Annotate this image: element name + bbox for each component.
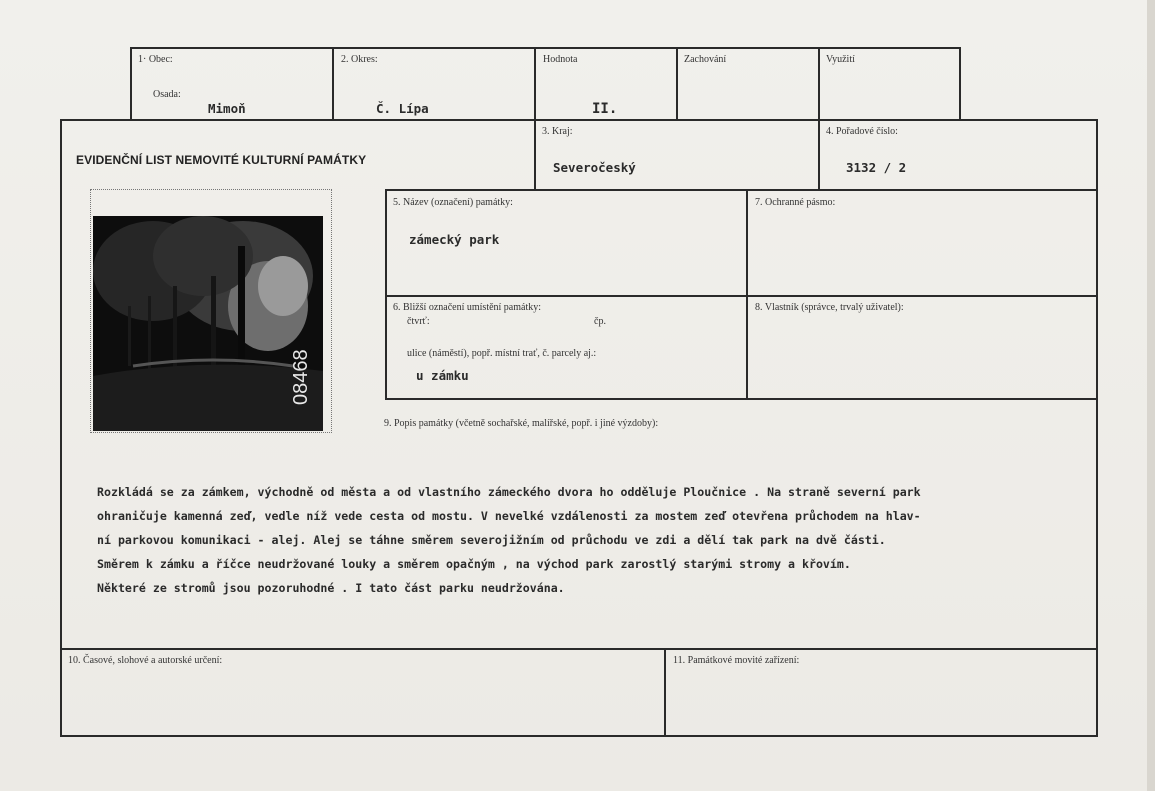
- header-divider-2: [534, 47, 536, 120]
- park-photo: [93, 216, 323, 431]
- description-line: Směrem k zámku a říčce neudržované louky a směrem opačným , na východ park zarostlý starými stromy a křovím.: [97, 557, 851, 571]
- sec7-left-border: [746, 189, 748, 399]
- kraj-value: Severočeský: [553, 160, 636, 175]
- description-line: Rozkládá se za zámkem, východně od města a od vlastního zámeckého dvora ho odděluje Ploučnice . Na straně severní park: [97, 485, 921, 499]
- row-divider-2: [385, 295, 1097, 297]
- paper-edge: [1147, 0, 1155, 791]
- cp-label: čp.: [594, 316, 606, 327]
- form-top-border: [60, 119, 1098, 121]
- row-divider-1: [385, 189, 1097, 191]
- ochranne-label: 7. Ochranné pásmo:: [755, 197, 836, 208]
- description-text: [97, 480, 1097, 600]
- form-bottom-border: [60, 735, 1098, 737]
- row-divider-4: [60, 648, 1098, 650]
- sec5-left-border: [385, 189, 387, 399]
- kraj-label: 3. Kraj:: [542, 126, 573, 137]
- osada-label: Osada:: [153, 89, 181, 100]
- form-right-border: [1096, 119, 1098, 736]
- okres-label: 2. Okres:: [341, 54, 378, 65]
- form-title: EVIDENČNÍ LIST NEMOVITÉ KULTURNÍ PAMÁTKY: [76, 153, 367, 167]
- photo-number: 08468: [290, 349, 312, 405]
- header-right-border: [959, 47, 961, 120]
- zachovani-label: Zachování: [684, 54, 727, 65]
- vyuziti-label: Využití: [826, 54, 855, 65]
- row-divider-3: [385, 398, 1097, 400]
- ulice-label: ulice (náměstí), popř. místní trať, č. parcely aj.:: [407, 348, 597, 359]
- poradove-left-divider: [818, 119, 820, 190]
- okres-value: Č. Lípa: [376, 101, 429, 116]
- nazev-label: 5. Název (označení) památky:: [393, 197, 513, 208]
- movite-label: 11. Památkové movité zařízení:: [673, 655, 800, 666]
- poradove-value: 3132 / 2: [846, 160, 907, 175]
- vlastnik-label: 8. Vlastník (správce, trvalý uživatel):: [755, 302, 904, 313]
- header-divider-1: [332, 47, 334, 120]
- ulice-value: u zámku: [416, 368, 469, 383]
- description-line: ohraničuje kamenná zeď, vedle níž vede cesta od mostu. V nevelké vzdálenosti za mostem zeď otevřena průchodem na hlav-: [97, 509, 921, 523]
- popis-label: 9. Popis památky (včetně sochařské, malířské, popř. i jiné výzdoby):: [384, 418, 659, 429]
- nazev-value: zámecký park: [409, 232, 500, 247]
- header-left-border: [130, 47, 132, 120]
- header-divider-3: [676, 47, 678, 120]
- casove-label: 10. Časové, slohové a autorské určení:: [68, 655, 223, 666]
- hodnota-label: Hodnota: [543, 54, 578, 65]
- obec-label: 1· Obec:: [138, 54, 173, 65]
- header-top-border: [130, 47, 961, 49]
- form-left-border: [60, 119, 62, 736]
- ctvrt-label: čtvrť:: [407, 316, 430, 327]
- description-line: Některé ze stromů jsou pozoruhodné . I tato část parku neudržována.: [97, 581, 565, 595]
- poradove-label: 4. Pořadové číslo:: [826, 126, 898, 137]
- kraj-left-divider: [534, 119, 536, 190]
- sec11-left-border: [664, 648, 666, 736]
- umisteni-label: 6. Bližší označení umístění památky:: [393, 302, 542, 313]
- description-line: ní parkovou komunikaci - alej. Alej se táhne směrem severojižním od průchodu ve zdi a dělí tak park na dvě části.: [97, 533, 886, 547]
- header-divider-4: [818, 47, 820, 120]
- hodnota-value: II.: [592, 101, 618, 117]
- obec-value: Mimoň: [208, 101, 246, 116]
